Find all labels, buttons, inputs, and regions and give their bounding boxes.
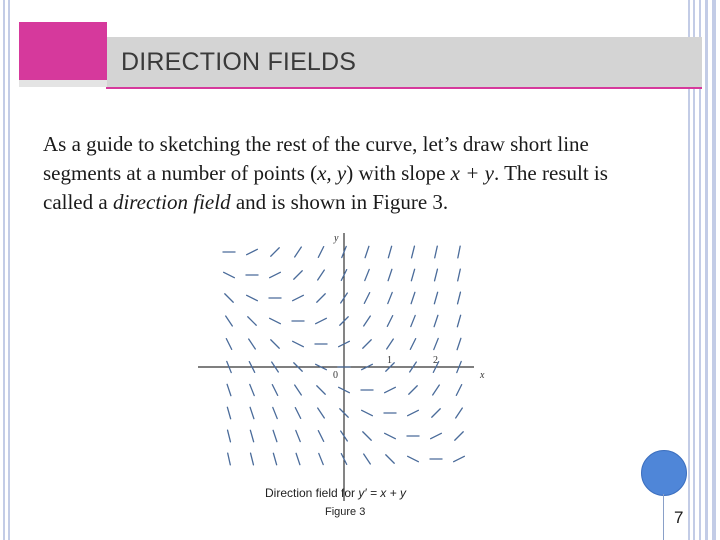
field-segment bbox=[388, 269, 392, 280]
field-segment bbox=[224, 272, 235, 277]
x-axis-label: x bbox=[480, 370, 485, 381]
field-segment bbox=[387, 316, 392, 327]
field-segment bbox=[385, 387, 396, 392]
field-segment bbox=[227, 384, 231, 395]
field-segment bbox=[411, 269, 414, 281]
decor-circle-line bbox=[663, 494, 664, 540]
field-segment bbox=[408, 456, 419, 461]
field-segment bbox=[411, 292, 415, 303]
right-decor-line-4 bbox=[705, 0, 708, 540]
field-segment bbox=[273, 430, 277, 441]
field-segment bbox=[272, 385, 277, 396]
figure-label: Figure 3 bbox=[325, 506, 366, 518]
field-segment bbox=[318, 431, 323, 442]
field-segment bbox=[295, 385, 302, 395]
body-text-part-1: As a guide to sketching the rest of the curve, let’s draw short line segments at a number of points ( bbox=[43, 132, 589, 185]
field-segment bbox=[455, 432, 463, 440]
field-segment bbox=[226, 316, 233, 326]
field-segment bbox=[270, 318, 281, 323]
title-shadow bbox=[19, 80, 107, 87]
field-segment bbox=[294, 271, 302, 279]
field-segment bbox=[409, 386, 417, 394]
field-segment bbox=[251, 453, 254, 465]
field-segment bbox=[433, 385, 440, 395]
field-segment bbox=[457, 315, 460, 327]
field-segment bbox=[458, 269, 461, 281]
field-segment bbox=[386, 455, 394, 463]
field-segment bbox=[250, 407, 254, 418]
field-segment bbox=[248, 317, 256, 325]
figure-caption-prefix: Direction field for bbox=[265, 486, 359, 500]
field-segment bbox=[318, 408, 325, 418]
field-segment bbox=[226, 339, 231, 350]
field-segment bbox=[434, 338, 438, 349]
title-accent-block bbox=[19, 22, 107, 80]
field-segment bbox=[319, 453, 323, 464]
field-segment bbox=[293, 295, 304, 300]
field-segment bbox=[458, 292, 461, 304]
field-segment bbox=[273, 407, 277, 418]
body-text-term: direction field bbox=[112, 190, 231, 214]
field-segment bbox=[388, 292, 392, 303]
body-paragraph bbox=[43, 130, 623, 217]
left-decor-line-1 bbox=[3, 0, 5, 540]
body-text-xy: x, y bbox=[317, 161, 347, 185]
page-number: 7 bbox=[674, 508, 684, 527]
field-segment bbox=[318, 247, 323, 258]
field-segment bbox=[435, 246, 438, 258]
x-tick-label: 1 bbox=[387, 355, 392, 366]
field-segment bbox=[432, 409, 440, 417]
body-text-part-2: ) with slope bbox=[346, 161, 446, 185]
field-segment bbox=[364, 454, 371, 464]
direction-field-figure bbox=[215, 233, 485, 470]
field-segment bbox=[454, 456, 465, 461]
field-segment bbox=[317, 294, 325, 302]
field-segment bbox=[247, 295, 258, 300]
field-segment bbox=[363, 432, 371, 440]
field-segment bbox=[296, 453, 300, 464]
field-segment bbox=[364, 293, 369, 304]
field-segment bbox=[271, 340, 279, 348]
figure-caption-equation: y′ = x + y bbox=[358, 486, 406, 500]
field-segment bbox=[228, 453, 231, 465]
field-segment bbox=[365, 269, 369, 280]
body-text-x-plus-y: x + y bbox=[450, 161, 494, 185]
field-segment bbox=[434, 315, 438, 326]
field-segment bbox=[250, 384, 254, 395]
field-segment bbox=[273, 453, 276, 465]
field-segment bbox=[434, 292, 437, 304]
field-segment bbox=[295, 408, 300, 419]
field-segment bbox=[435, 269, 438, 281]
field-segment bbox=[317, 386, 325, 394]
field-segment bbox=[387, 339, 394, 349]
figure-caption bbox=[265, 486, 406, 500]
field-segment bbox=[228, 430, 231, 442]
field-segment bbox=[363, 340, 371, 348]
field-segment bbox=[362, 410, 373, 415]
body-text-part-4: and is shown in Figure 3. bbox=[230, 190, 449, 214]
field-segment bbox=[365, 246, 369, 257]
left-decor-line-2 bbox=[8, 0, 10, 540]
x-tick-label: 2 bbox=[433, 355, 438, 366]
field-segment bbox=[457, 338, 461, 349]
field-segment bbox=[318, 270, 325, 280]
field-segment bbox=[408, 410, 419, 415]
field-segment bbox=[456, 408, 463, 418]
field-segment bbox=[316, 318, 327, 323]
field-segment bbox=[412, 246, 415, 258]
field-segment bbox=[411, 315, 415, 326]
field-segment bbox=[227, 407, 230, 419]
field-segment bbox=[364, 316, 371, 326]
field-segment bbox=[270, 272, 281, 277]
field-segment bbox=[250, 430, 253, 442]
field-segment bbox=[410, 339, 415, 350]
field-segment bbox=[249, 339, 256, 349]
field-segment bbox=[295, 247, 302, 257]
field-segment bbox=[456, 385, 461, 396]
body-text-part-3: . The result is called a bbox=[43, 161, 608, 214]
field-segment bbox=[388, 246, 391, 258]
field-segment bbox=[225, 294, 233, 302]
decor-circle bbox=[641, 450, 687, 496]
field-segment bbox=[458, 246, 460, 258]
field-segment bbox=[293, 341, 304, 346]
origin-label: 0 bbox=[333, 370, 338, 381]
slide-title: DIRECTION FIELDS bbox=[121, 48, 357, 76]
right-decor-line-5 bbox=[712, 0, 716, 540]
field-segment bbox=[271, 248, 279, 256]
field-segment bbox=[296, 430, 300, 441]
y-axis-label: y bbox=[334, 233, 339, 244]
field-segment bbox=[385, 433, 396, 438]
field-segment bbox=[247, 249, 258, 254]
field-segment bbox=[431, 433, 442, 438]
